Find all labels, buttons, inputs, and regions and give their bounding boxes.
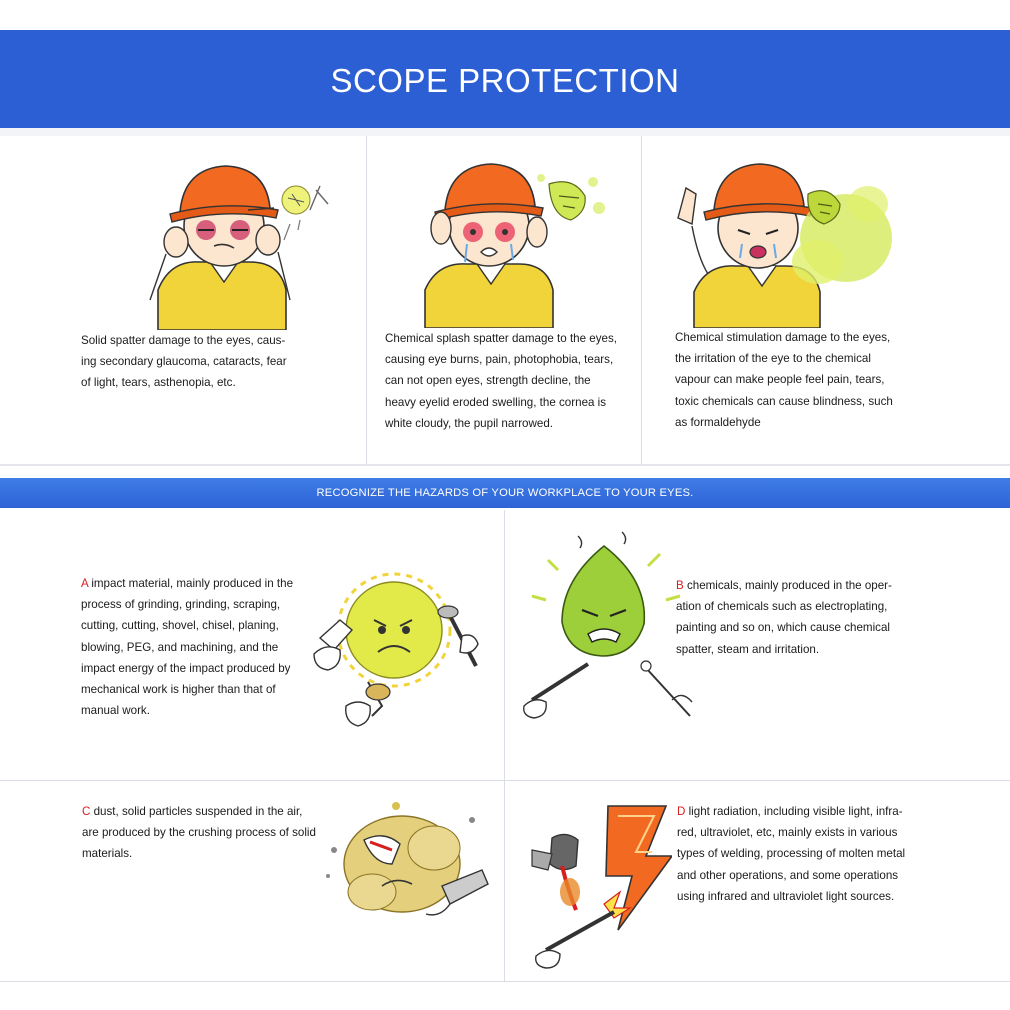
description-line <box>81 573 293 594</box>
description-line: red, ultraviolet, etc, mainly exists in various <box>677 826 898 840</box>
description-line: mechanical work is higher than that of <box>81 683 276 697</box>
description-line: ing secondary glaucoma, cataracts, fear <box>81 355 287 369</box>
scope-panel-solid-spatter <box>0 136 366 466</box>
scope-panels <box>0 136 1010 466</box>
description-line: Chemical splash spatter damage to the eyes, <box>385 332 617 345</box>
description-line: the irritation of the eye to the chemical <box>675 352 871 366</box>
worker-chemical-vapour-illustration <box>668 148 898 328</box>
worker-solid-spatter-illustration <box>140 150 340 330</box>
description-line: and other operations, and some operations <box>677 868 899 882</box>
hazard-a-description <box>81 573 293 721</box>
divider <box>504 510 505 982</box>
description-line: impact energy of the impact produced by <box>81 661 291 675</box>
hazard-letter: C <box>82 805 91 818</box>
scope-description <box>675 327 893 433</box>
light-radiation-illustration <box>522 800 672 970</box>
hazard-d-description <box>677 801 905 907</box>
dust-illustration <box>322 800 492 930</box>
divider <box>0 464 1010 466</box>
divider <box>0 981 1010 982</box>
description-line: causing eye burns, pain, photophobia, tears, <box>385 353 614 367</box>
description-line: can not open eyes, strength decline, the <box>385 374 591 388</box>
divider <box>0 780 1010 781</box>
hazards-banner <box>0 478 1010 508</box>
description-line: as formaldehyde <box>675 415 761 429</box>
description-line: process of grinding, grinding, scraping, <box>81 598 281 612</box>
description-line: of light, tears, asthenopia, etc. <box>81 376 236 390</box>
chemicals-illustration <box>518 530 698 720</box>
description-text: impact material, mainly produced in the <box>88 577 294 590</box>
description-line: are produced by the crushing process of solid <box>82 826 316 840</box>
page-title: SCOPE PROTECTION <box>330 62 680 99</box>
description-line <box>82 801 316 822</box>
description-text: light radiation, including visible light, infra- <box>685 805 903 818</box>
description-text: chemicals, mainly produced in the oper- <box>683 579 892 592</box>
scope-panel-chemical-splash <box>366 136 641 466</box>
description-line: Chemical stimulation damage to the eyes, <box>675 331 891 344</box>
description-line: cutting, cutting, shovel, chisel, planing, <box>81 619 279 633</box>
description-line: spatter, steam and irritation. <box>676 642 820 656</box>
hazard-letter: B <box>676 579 684 592</box>
description-line: Solid spatter damage to the eyes, caus- <box>81 334 286 347</box>
description-line: materials. <box>82 847 133 861</box>
divider <box>0 128 1010 136</box>
description-line: painting and so on, which cause chemical <box>676 621 890 635</box>
hazards-banner-text: RECOGNIZE THE HAZARDS OF YOUR WORKPLACE TO YOUR EYES. <box>316 487 694 499</box>
description-line <box>677 801 905 822</box>
scope-protection-banner <box>0 30 1010 128</box>
description-line: types of welding, processing of molten metal <box>677 847 906 861</box>
scope-description <box>81 330 287 394</box>
scope-panel-chemical-stimulation <box>641 136 1010 466</box>
description-line: manual work. <box>81 704 150 718</box>
hazard-b-description <box>676 575 892 660</box>
description-line: toxic chemicals can cause blindness, such <box>675 394 893 408</box>
hazard-letter: A <box>81 577 89 590</box>
description-line: heavy eyelid eroded swelling, the cornea is <box>385 395 607 409</box>
description-line: using infrared and ultraviolet light sources. <box>677 889 895 903</box>
scope-description <box>385 328 617 434</box>
description-line: white cloudy, the pupil narrowed. <box>385 416 553 430</box>
description-line: vapour can make people feel pain, tears, <box>675 373 885 387</box>
description-text: dust, solid particles suspended in the air, <box>90 805 303 818</box>
hazard-c-description <box>82 801 316 865</box>
hazard-letter: D <box>677 805 686 818</box>
description-line: ation of chemicals such as electroplating, <box>676 600 888 614</box>
description-line: blowing, PEG, and machining, and the <box>81 640 279 654</box>
worker-chemical-splash-illustration <box>423 148 623 328</box>
description-line <box>676 575 892 596</box>
impact-material-illustration <box>312 566 492 736</box>
